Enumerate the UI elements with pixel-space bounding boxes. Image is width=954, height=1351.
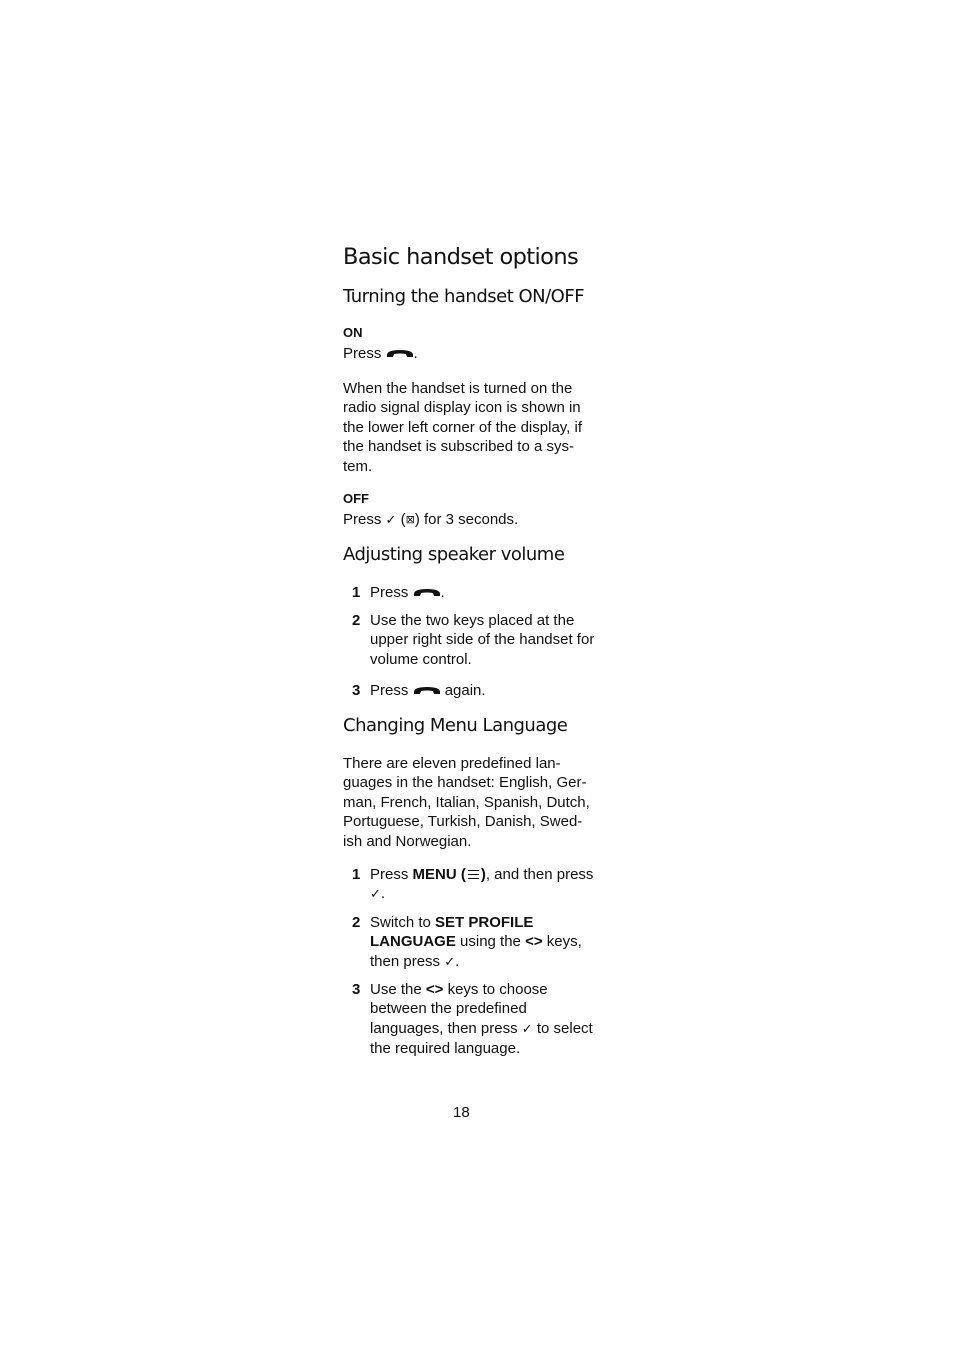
phone-handset-icon [386, 348, 414, 359]
step-text [370, 980, 593, 1059]
paragraph-line: the lower left corner of the display, if [343, 418, 583, 436]
arrow-keys-label: <> [425, 981, 444, 998]
paragraph-line: guages in the handset: English, Ger- [343, 774, 587, 792]
menu-close-paren: ) [480, 866, 486, 883]
step-text [370, 681, 486, 700]
check-icon: ✓ [444, 954, 456, 970]
step-text [370, 865, 593, 905]
step-line: volume control. [370, 650, 472, 668]
step-number: 1 [352, 866, 361, 883]
step-line [370, 1019, 593, 1039]
page-number: 18 [453, 1104, 470, 1121]
press-text: Press [370, 682, 409, 699]
step-line: the required language. [370, 1040, 521, 1058]
off-label: OFF [343, 491, 369, 506]
on-press-text: Press [343, 345, 382, 362]
paragraph-line: tem. [343, 457, 373, 475]
keys-text: keys, [546, 933, 582, 951]
to-select-text: to select [536, 1019, 593, 1037]
page-title: Basic handset options [343, 244, 579, 270]
step-period: . [440, 584, 445, 601]
paragraph-line: There are eleven predefined lan- [343, 755, 561, 772]
arrow-keys-label: <> [525, 933, 543, 951]
press-text: Press [370, 584, 409, 601]
step-line: between the predefined [370, 1000, 527, 1018]
on-instruction [343, 344, 418, 363]
use-the-text: Use the [370, 981, 422, 998]
step-number: 1 [352, 584, 361, 601]
language-paragraph [343, 754, 590, 851]
step-number: 3 [352, 682, 361, 699]
section-heading-volume: Adjusting speaker volume [343, 544, 565, 565]
menu-lines-icon [468, 870, 479, 880]
on-paragraph [343, 379, 582, 476]
step-line [370, 932, 582, 951]
step-line [370, 884, 593, 904]
off-open-paren: ( [400, 511, 406, 528]
set-profile-label: SET PROFILE [435, 914, 534, 931]
language-label: LANGUAGE [370, 933, 456, 951]
and-then-press-text: , and then press [485, 866, 594, 883]
then-press-text: then press [370, 952, 441, 970]
paragraph-line: ish and Norwegian. [343, 832, 472, 850]
off-press-text: Press [343, 511, 382, 528]
step-text [370, 583, 445, 602]
step-line [370, 952, 582, 972]
step-line [370, 980, 593, 999]
phone-handset-icon [413, 587, 441, 598]
step-number: 2 [352, 914, 361, 931]
step-period: . [380, 885, 386, 903]
mute-box-icon: ⊠ [405, 513, 415, 526]
again-text: again. [444, 682, 486, 699]
check-icon: ✓ [521, 1021, 533, 1037]
paragraph-line: Portuguese, Turkish, Danish, Swed- [343, 813, 583, 831]
switch-to-text: Switch to [370, 914, 431, 931]
section-heading-on-off: Turning the handset ON/OFF [343, 286, 585, 307]
paragraph-line: When the handset is turned on the [343, 380, 573, 397]
step-text [370, 913, 582, 972]
off-instruction [343, 510, 518, 530]
step-line: Use the two keys placed at the [370, 612, 575, 629]
off-rest-text: ) for 3 seconds. [414, 511, 519, 528]
on-period: . [413, 345, 418, 362]
phone-handset-icon [413, 685, 441, 696]
menu-key-label: MENU ( [412, 866, 466, 883]
section-heading-language: Changing Menu Language [343, 715, 568, 736]
check-icon: ✓ [385, 513, 397, 528]
keys-to-choose-text: keys to choose [447, 981, 548, 998]
step-number: 2 [352, 612, 361, 629]
on-label: ON [343, 325, 363, 340]
paragraph-line: man, French, Italian, Spanish, Dutch, [343, 793, 590, 811]
step-line [370, 865, 593, 884]
step-text [370, 611, 594, 669]
press-text: Press [370, 866, 409, 883]
languages-then-press-text: languages, then press [370, 1019, 518, 1037]
step-number: 3 [352, 981, 361, 998]
check-icon: ✓ [370, 887, 381, 903]
paragraph-line: the handset is subscribed to a sys- [343, 438, 574, 456]
step-line [370, 913, 582, 932]
using-the-text: using the [460, 933, 521, 951]
paragraph-line: radio signal display icon is shown in [343, 399, 581, 417]
step-period: . [455, 952, 460, 970]
step-line: upper right side of the handset for [370, 631, 595, 649]
